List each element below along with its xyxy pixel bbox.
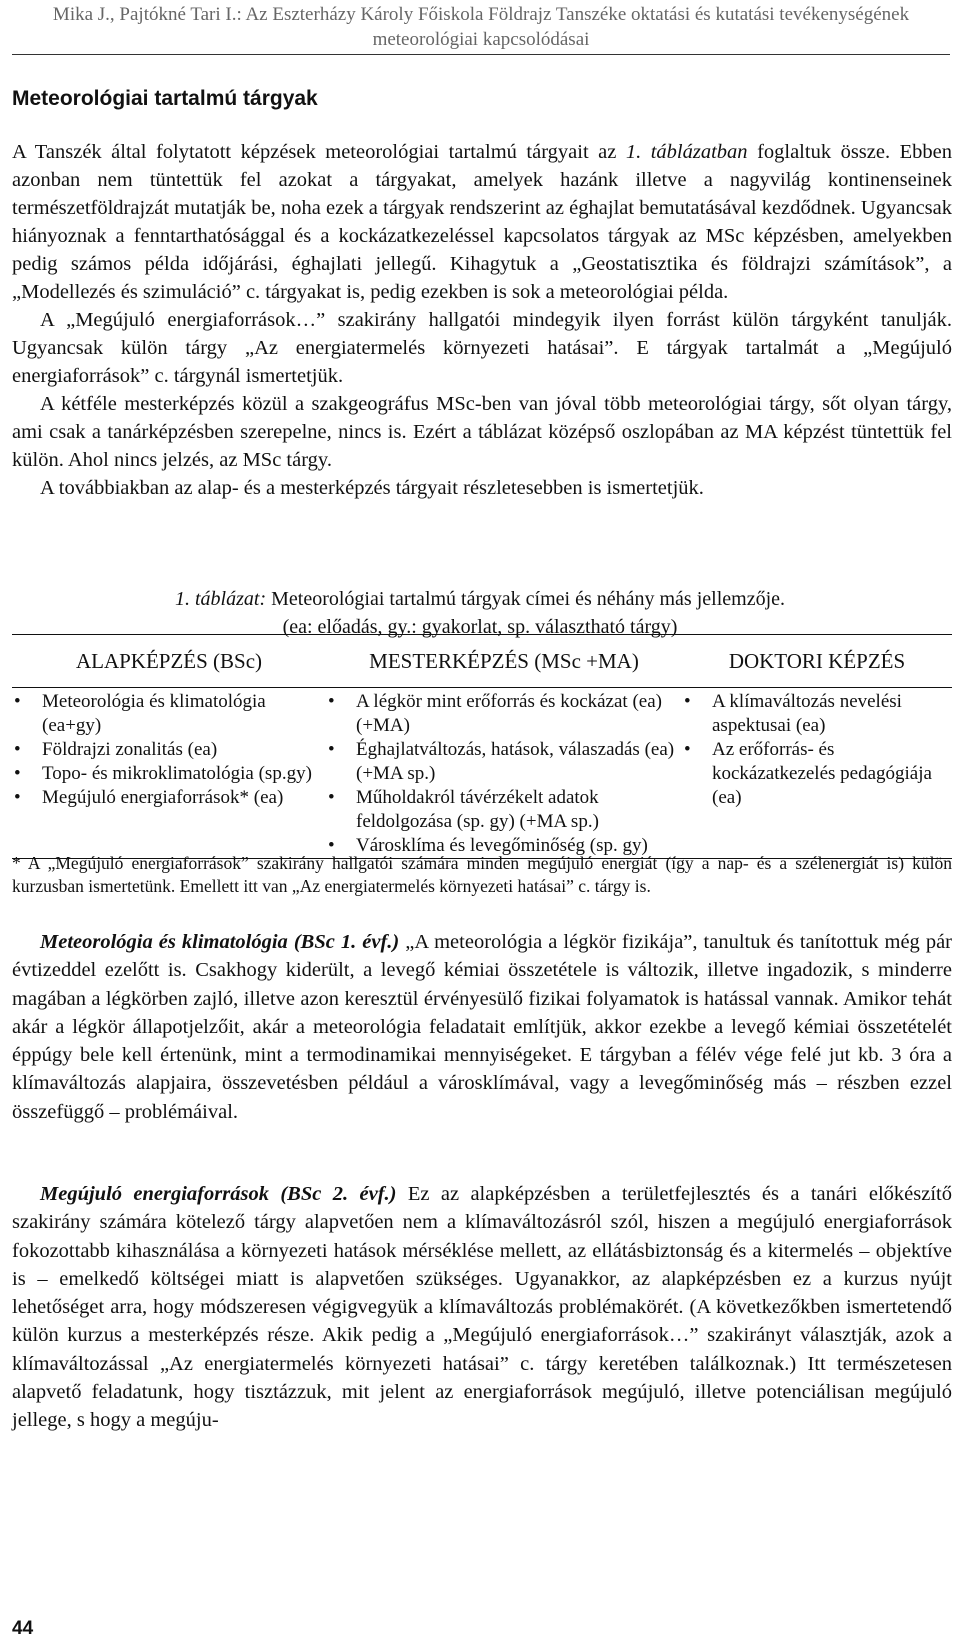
intro-text: [12, 138, 952, 502]
list-item: • Megújuló energiaforrások* (ea): [12, 786, 326, 810]
list-item: • Földrajzi zonalitás (ea): [12, 738, 326, 762]
intro-p1-start: A Tanszék által folytatott képzések meteorológiai tartalmú tárgyait az: [12, 141, 626, 163]
bsc-cell: [12, 688, 326, 859]
table-caption: [0, 585, 960, 641]
table-footnote: * A „Megújuló energiaforrások” szakirány hallgatói számára minden megújuló energiát (így a nap- és a szélenergiát is) külön kurzusban ismertetünk. Emellett itt van „Az energiatermelés környezeti hatásai” c. tárgy is.: [12, 853, 952, 896]
msc-cell: [326, 688, 682, 859]
list-item: • A klímaváltozás nevelési aspektusai (ea): [682, 690, 952, 738]
table-reference: 1. táblázatban: [625, 141, 748, 163]
phd-course-list: [682, 690, 952, 810]
intro-paragraph-4: A továbbiakban az alap- és a mesterképzés tárgyait részletesebben is ismertetjük.: [40, 477, 704, 499]
bsc-course-list: [12, 690, 326, 810]
courses-table: [12, 634, 952, 859]
intro-paragraph-3: A kétféle mesterképzés közül a szakgeográfus MSc-ben van jóval több meteorológiai tárgy, sőt olyan tárgy, ami csak a tanárképzésben szerepelne, nincs is. Ezért a táblázat középső oszlopában az MA képzést tüntettük fel külön. Ahol nincs jelzés, az MSc tárgy.: [12, 393, 952, 471]
list-item: • Műholdakról távérzékelt adatok feldolgozása (sp. gy) (+MA sp.): [326, 786, 682, 834]
caption-legend: (ea: előadás, gy.: gyakorlat, sp. választható tárgy): [282, 616, 678, 638]
course-text: Ez az alapképzésben a területfejlesztés és a tanári előkészítő szakirány számára kötelező tárgy alapvetően nem a klímaváltozásról szól, hiszen a megújuló energiaforrások fokozottabb kihasználása a környezeti hatások mérséklése mellett, az ellátásbiztonság és a kitermelés – objektíve is – emelkedő költségei miatt is alapvetően szükséges. Ugyanakkor, az alapképzésben ez a kurzus nyújt lehetőséget arra, hogy módszeresen végigvegyük a klímaváltozás problémakörét. (A következőkben ismertetendő külön kurzus a mesterképzés része. Akik pedig a „Megújuló energiaforrások…” szakirányt választják, azok a klímaváltozással „Az energiatermelés környezeti hatásai” c. tárgy keretében találkoznak.) Itt természetesen alapvető feladatunk, hogy tisztázzuk, mit jelent az energiaforrások megújuló, illetve potenciálisan megújuló jellege, s hogy a megúju-: [12, 1183, 952, 1432]
course-description-1: [12, 928, 952, 1126]
list-item: • Az erőforrás- és kockázatkezelés pedagógiája (ea): [682, 738, 952, 810]
msc-course-list: [326, 690, 682, 858]
list-item: • Városklíma és levegőminőség (sp. gy): [326, 834, 682, 858]
course-description-2: [12, 1180, 952, 1435]
caption-line-1: [0, 585, 960, 613]
caption-label: 1. táblázat:: [174, 588, 267, 610]
table-header-row: [12, 635, 952, 688]
caption-title: Meteorológiai tartalmú tárgyak címei és néhány más jellemzője.: [266, 588, 786, 610]
course-title: Megújuló energiaforrások (BSc 2. évf.): [40, 1183, 397, 1205]
list-item: • Meteorológia és klimatológia (ea+gy): [12, 690, 326, 738]
list-item: • A légkör mint erőforrás és kockázat (ea) (+MA): [326, 690, 682, 738]
phd-cell: [682, 688, 952, 859]
column-header-phd: DOKTORI KÉPZÉS: [682, 635, 952, 688]
section-heading: Meteorológiai tartalmú tárgyak: [12, 87, 318, 110]
page-number: 44: [12, 1618, 34, 1639]
intro-paragraph-2: A „Megújuló energiaforrások…” szakirány hallgatói mindegyik ilyen forrást külön tárgyként tanulják. Ugyancsak külön tárgy „Az energiatermelés környezeti hatásai”. E tárgyak tartalmát a „Megújuló energiaforrások” c. tárgynál ismertetjük.: [12, 309, 952, 387]
table-row: [12, 688, 952, 859]
intro-p1-rest: foglaltuk össze. Ebben azonban nem tüntettük fel azokat a tárgyakat, amelyek hazánk illetve a nagyvilág kontinenseinek természetföldrajzát mutatják be, noha ezek a tárgyak rendszerint az éghajlat bemutatásával kezdődnek. Ugyancsak hiányoznak a fenntarthatósággal és a kockázatkezeléssel kapcsolatos tárgyak az MSc képzésben, amelyekben pedig számos példa időjárási, éghajlati jellegű. Kihagytuk a „Geostatisztika és földrajzi számítások”, a „Modellezés és szimuláció” c. tárgyakat is, pedig ezekben is sok a meteorológiai példa.: [12, 141, 952, 303]
column-header-bsc: ALAPKÉPZÉS (BSc): [12, 635, 326, 688]
course-title: Meteorológia és klimatológia (BSc 1. évf.): [40, 931, 400, 953]
list-item: • Topo- és mikroklimatológia (sp.gy): [12, 762, 326, 786]
intro-paragraph-1: [12, 138, 952, 306]
column-header-msc: MESTERKÉPZÉS (MSc +MA): [326, 635, 682, 688]
running-head: Mika J., Pajtókné Tari I.: Az Eszterházy Károly Főiskola Földrajz Tanszéke oktatási és kutatási tevékenységének meteorológiai kapcsolódásai: [12, 2, 950, 55]
course-text: „A meteorológia a légkör fizikája”, tanultuk és tanítottuk még pár évtizeddel ezelőtt is. Csakhogy kiderült, a levegő kémiai összetétele is változik, illetve ingadozik, s minderre magában a légkörben zajló, illetve azon keresztül érvényesülő fizikai folyamatok is hatással vannak. Amikor tehát akár a légkör állapotjelzőit, akár a meteorológia feladatait említjük, akkor ezekbe a levegő kémiai összetételét éppúgy bele kell értenünk, mint a termodinamikai mennyiségeket. E tárgyban a félév vége felé jut kb. 3 óra a klímaváltozás alapjaira, összevetésben például a városklímával, vagy a levegőminőség más – részben ezzel összefüggő – problémáival.: [12, 931, 952, 1123]
list-item: • Éghajlatváltozás, hatások, válaszadás (ea) (+MA sp.): [326, 738, 682, 786]
